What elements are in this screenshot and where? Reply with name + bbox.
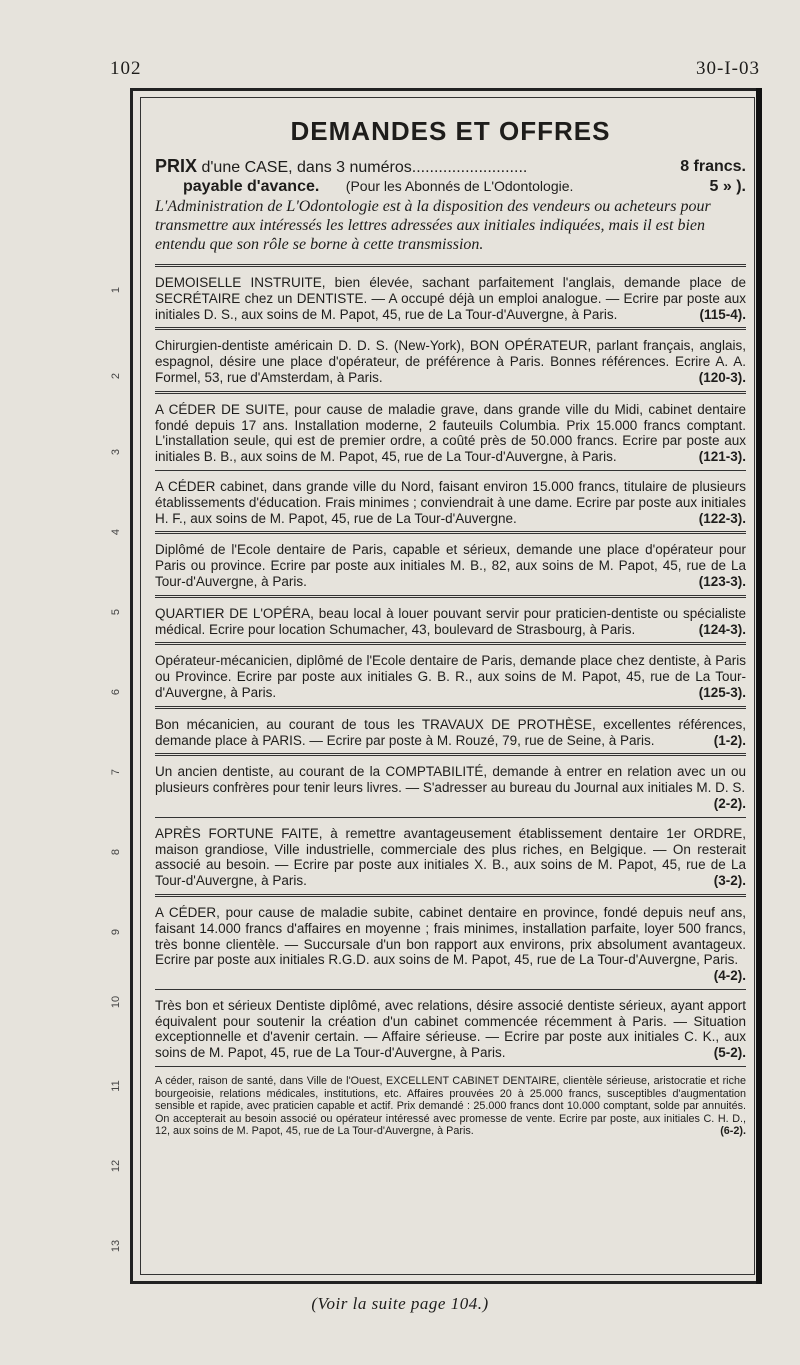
ad-item [155,1067,746,1141]
side-number: 6 [110,688,122,696]
intro-paragraph: L'Administration de L'Odontologie est à la disposition des vendeurs ou acheteurs pour transmettre aux intéressés les lettres adressées aux initiales indiquées, mais il est bien entendu que son rôle se borne à cette transmission. [155,198,711,253]
ad-reference: (6-2). [720,1125,746,1138]
ad-reference: (1-2). [713,732,746,748]
ad-text: Opérateur-mécanicien, diplômé de l'Ecole dentaire de Paris, demande place chez dentiste, à Paris ou Province. Ecrire par poste aux initiales G. B. R., aux soins de M. Papot, 45, rue de La Tour-d'Auvergne, à Paris. [155,653,746,700]
ad-item [155,756,746,814]
side-number: 4 [110,528,122,536]
section-title: DEMANDES ET OFFRES [290,116,611,146]
ad-item [155,394,746,468]
ad-reference: (125-3). [698,684,746,700]
ad-item [155,709,746,752]
ad-item [155,818,746,892]
subscriber-price: 5 » ). [709,178,746,195]
ad-text: Bon mécanicien, au courant de tous les TRAVAUX DE PROTHÈSE, excellentes références, demande place à PARIS. — Ecrire par poste à M. Rouzé, 79, rue de Seine, à Paris. [155,716,746,748]
ad-item [155,990,746,1064]
ad-item [155,645,746,703]
ads-content [140,97,755,1275]
continuation-note: (Voir la suite page 104.) [311,1294,489,1313]
side-number: 9 [110,928,122,936]
side-number: 13 [110,1239,122,1253]
frame-edge [756,88,762,1284]
issue-date: 30-I-03 [696,58,760,79]
ad-reference: (115-4). [699,306,746,322]
side-number: 12 [110,1159,122,1173]
ad-reference: (123-3). [698,573,746,589]
ad-reference: (4-2). [713,968,746,984]
ad-reference: (121-3). [698,449,746,465]
ad-text: A CÉDER cabinet, dans grande ville du Nord, faisant environ 15.000 francs, titulaire de plusieurs établissements d'éducation. Frais minimes ; conviendrait à une dame. Ecrire par poste aux initiales H. F., aux soins de M. Papot, 45, rue de La Tour-d'Auvergne. [155,478,746,526]
ad-text: QUARTIER DE L'OPÉRA, beau local à louer pouvant servir pour praticien-dentiste ou spécialiste médical. Ecrire pour location Schumacher, 43, boulevard de Strasbourg, à Paris. [155,605,746,637]
price-line-subscribers [155,177,746,196]
price-text: d'une CASE, dans 3 numéros.......................... [201,159,528,176]
ad-reference: (124-3). [698,621,746,637]
ad-reference: (5-2). [713,1045,746,1061]
subscriber-text: (Pour les Abonnés de L'Odontologie. [345,178,574,194]
ad-reference: (3-2). [713,873,746,889]
ad-reference: (120-3). [698,369,746,385]
ad-reference: (2-2). [713,795,746,811]
side-number: 8 [110,848,122,856]
ad-item [155,330,746,388]
ad-text: APRÈS FORTUNE FAITE, à remettre avantageusement établissement dentaire 1er ORDRE, maison grandiose, Ville industrielle, commerciale des plus riches, en Belgique. — On resterait associé au besoin. — Ecrire par poste aux initiales X. B., aux soins de M. Papot, 45, rue de La Tour-d'Auvergne, à Paris. [155,825,746,889]
ad-item [155,471,746,529]
side-number: 2 [110,372,122,380]
page-number: 102 [110,58,142,79]
ad-item [155,598,746,641]
side-number: 5 [110,608,122,616]
price-label: PRIX [155,156,198,176]
ad-text: Chirurgien-dentiste américain D. D. S. (New-York), BON OPÉRATEUR, parlant français, anglais, espagnol, désire une place d'opérateur, de préférence à Paris. Bonnes références. Ecrire A. A. Formel, 53, rue d'Amsterdam, à Paris. [155,338,746,385]
price-value: 8 francs. [680,158,746,175]
ad-text: A CÉDER DE SUITE, pour cause de maladie grave, dans grande ville du Midi, cabinet dentaire fondé depuis 17 ans. Installation moderne, 2 fauteuils Columbia. Prix 15.000 francs comptant. L'installation seule, qui est de premier ordre, a coûté près de 50.000 francs. Ecrire par poste aux initiales B. B., aux soins de M. Papot, 45, rue de La Tour-d'Auvergne, à Paris. [155,401,746,465]
ad-text: Très bon et sérieux Dentiste diplômé, avec relations, désire associé dentiste sérieux, ayant apport équivalent pour soutenir la création d'un cabinet commencée récemment à Paris. — Situation exceptionnelle et d'avenir certain. — Affaire sérieuse. — Ecrire par poste aux initiales C. K., aux soins de M. Papot, 45, rue de La Tour-d'Auvergne, à Paris. [155,997,746,1061]
ad-text: A CÉDER, pour cause de maladie subite, cabinet dentaire en province, fondé depuis neuf ans, faisant 14.000 francs d'affaires en moyenne ; frais minimes, installation parfaite, loyer 500 francs, très bonne clientèle. — Succursale d'un bon rapport aux environs, prix absolument avantageux. Ecrire par poste aux initiales R.G.D. aux soins de M. Papot, 45, rue de La Tour-d'Auvergne, Paris. [155,904,746,968]
ad-reference: (122-3). [698,510,746,526]
side-number: 10 [110,995,122,1009]
ad-text: Un ancien dentiste, au courant de la COMPTABILITÉ, demande à entrer en relation avec un ou plusieurs confrères pour tenir leurs livres. — S'adresser au bureau du Journal aux initiales M. D. S. [155,764,746,796]
ad-text: A céder, raison de santé, dans Ville de l'Ouest, EXCELLENT CABINET DENTAIRE, clientèle sérieuse, aristocratie et riche bourgeoisie, relations médicales, institutions, etc. Affaires prouvées 20 à 25.000 francs, susceptibles d'augmentation sensible et rapide, avec praticien capable et actif. Prix demandé : 25.000 francs dont 10.000 comptant, solde par annuités. On accepterait au besoin associé ou opérateur intéressé avec promesse de vente. Ecrire par poste, aux initiales C. H. D., 12, aux soins de M. Papot, 45, rue de La Tour-d'Auvergne, à Paris. [155,1075,746,1138]
ads-frame [130,88,762,1284]
ad-text: Diplômé de l'Ecole dentaire de Paris, capable et sérieux, demande une place d'opérateur pour Paris ou province. Ecrire par poste aux initiales M. B., 82, aux soins de M. Papot, 45, rue de La Tour-d'Auvergne, à Paris. [155,542,746,589]
side-number: 11 [110,1080,122,1092]
ad-item [155,534,746,592]
side-number: 3 [110,448,122,456]
ad-text: DEMOISELLE INSTRUITE, bien élevée, sachant parfaitement l'anglais, demande place de SECRÉTAIRE chez un DENTISTE. — A occupé déjà un emploi analogue. — Ecrire par poste aux initiales D. S., aux soins de M. Papot, 45, rue de La Tour-d'Auvergne, à Paris. [155,275,746,322]
price-condition: payable d'avance. [183,178,320,195]
side-number: 1 [110,286,122,294]
side-number: 7 [110,768,122,776]
ad-item [155,267,746,325]
ad-item [155,897,746,987]
price-line-case [155,157,746,177]
